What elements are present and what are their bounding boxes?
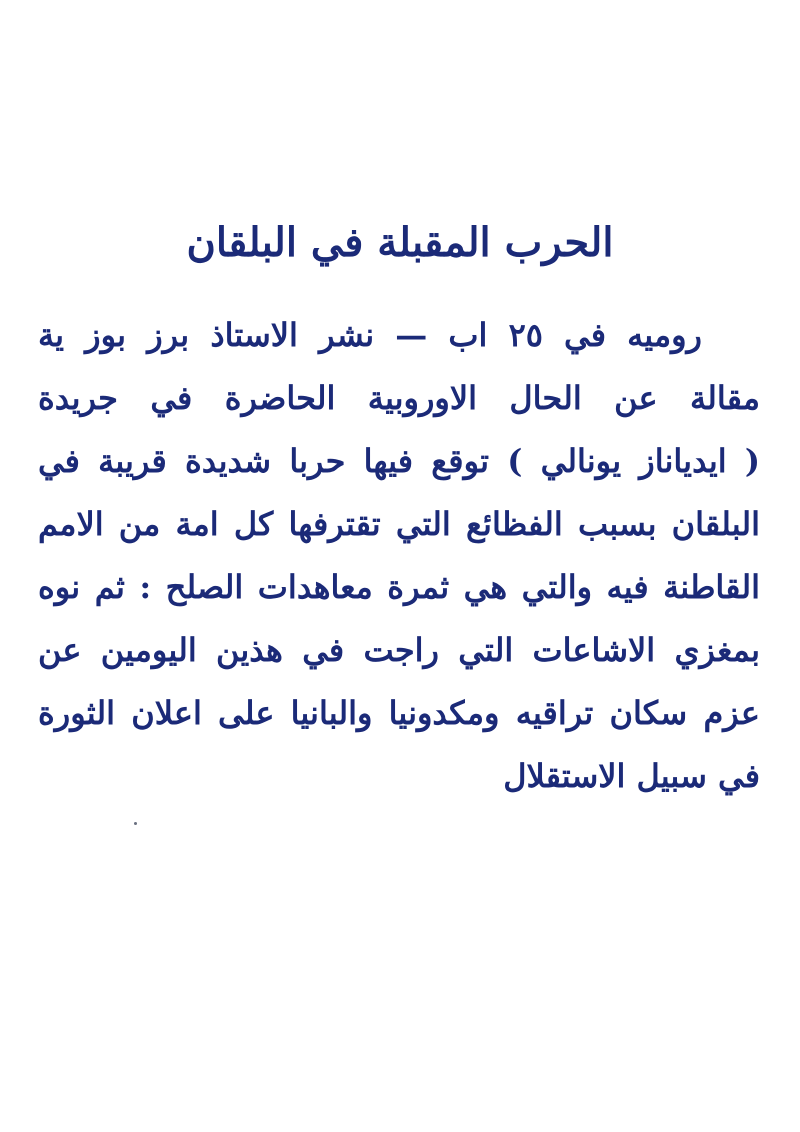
article-title: الحرب المقبلة في البلقان [186,219,614,266]
text-line: عزم سكان تراقيه ومكدونيا والبانيا على اعلان الثورة [38,694,760,732]
text-line: روميه في ٢٥ اب — نشر الاستاذ برز بوز ية [38,316,703,354]
text-line: في سبيل الاستقلال [503,757,760,795]
ink-speck [134,822,137,825]
text-line: القاطنة فيه والتي هي ثمرة معاهدات الصلح : ثم نوه [38,568,760,606]
text-line: بمغزي الاشاعات التي راجت في هذين اليومين عن [38,631,760,669]
text-line: البلقان بسبب الفظائع التي تقترفها كل امة من الامم [38,505,760,543]
text-line: مقالة عن الحال الاوروبية الحاضرة في جريدة [38,379,760,417]
text-line: ( ايدياناز يونالي ) توقع فيها حربا شديدة قريبة في [38,442,760,480]
article-body [38,304,760,808]
